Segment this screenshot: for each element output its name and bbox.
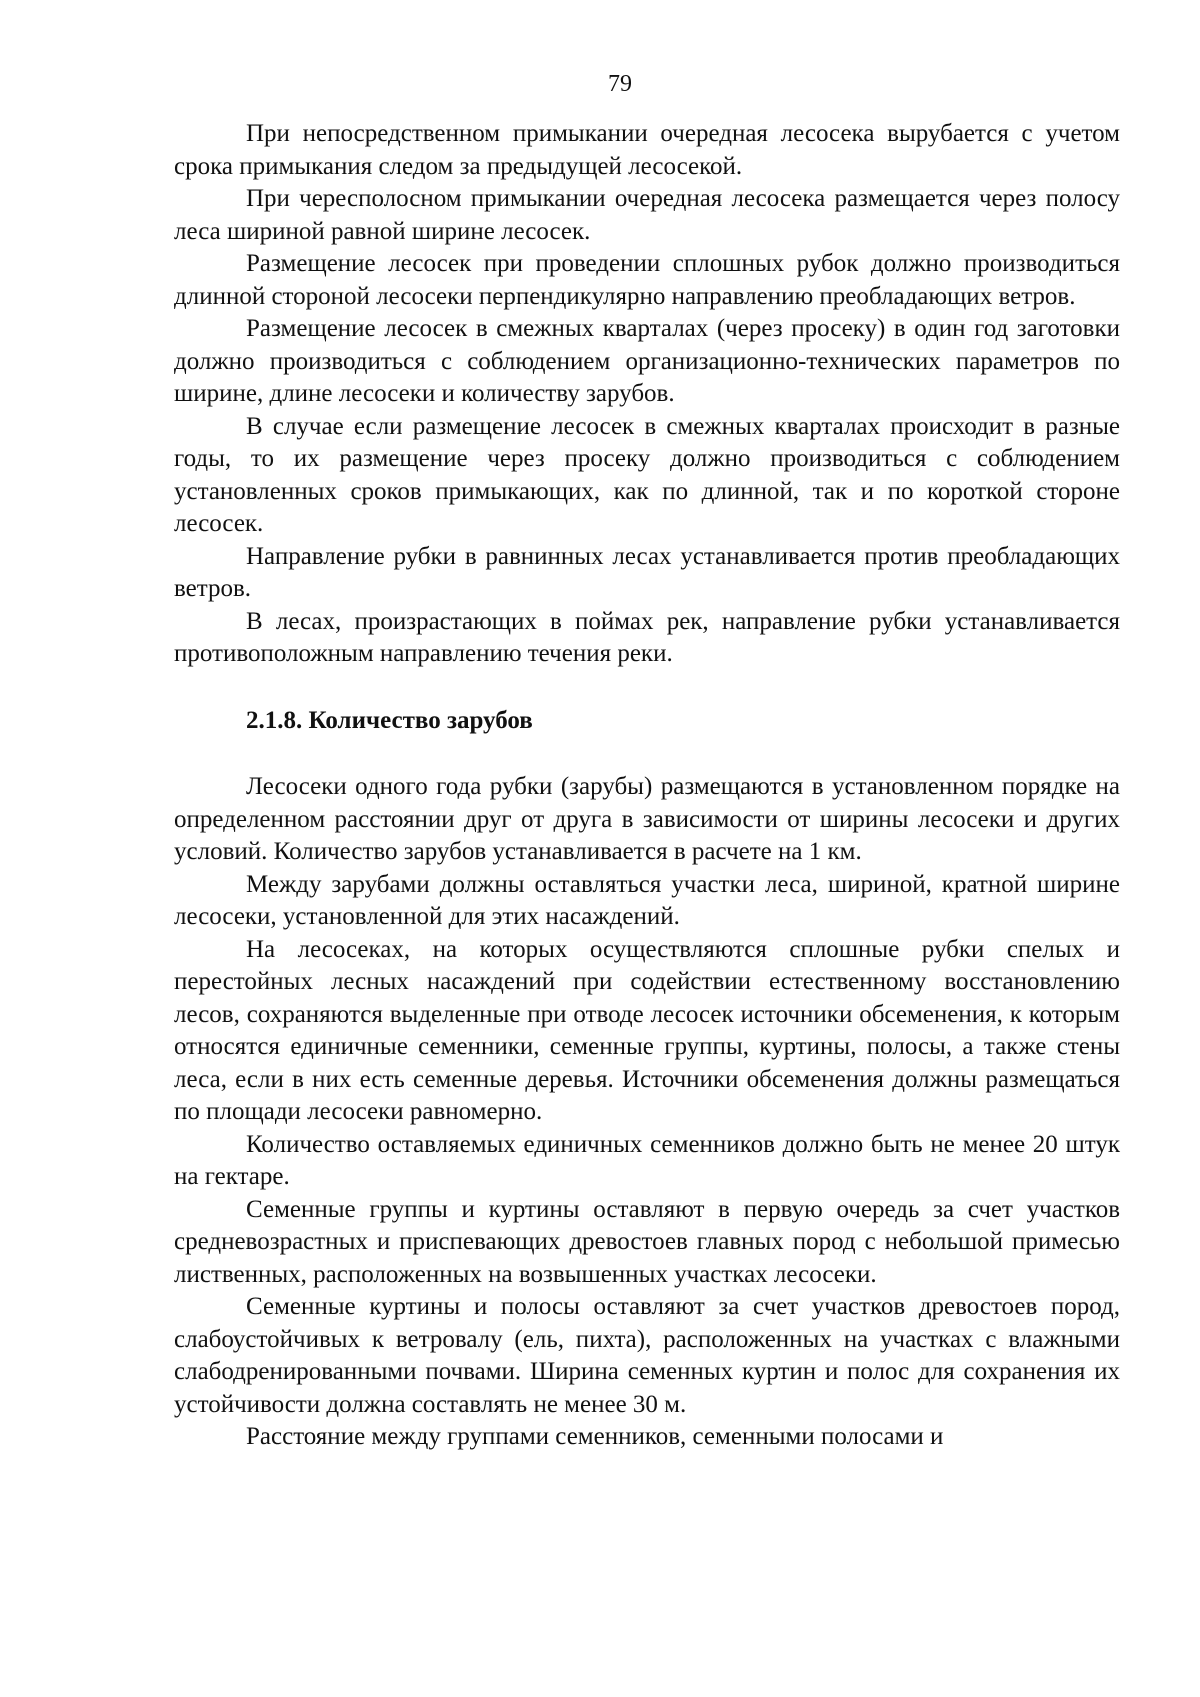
text-column: [174, 118, 1120, 1454]
paragraph-adjacent-cutting: При непосредственном примыкании очередная лесосека вырубается с учетом срока примыкания следом за предыдущей лесосекой.: [174, 120, 1120, 180]
paragraph-different-years: В случае если размещение лесосек в смежных кварталах происходит в разные годы, то их размещение через просеку должно производиться с соблюдением установленных сроков примыкающих, как по длинной, так и по короткой стороне лесосек.: [174, 412, 1120, 537]
paragraph-seed-tree-count: Количество оставляемых единичных семенников должно быть не менее 20 штук на гектаре.: [174, 1130, 1120, 1190]
paragraph-floodplain-forests: В лесах, произрастающих в поймах рек, направление рубки устанавливается противоположным направлению течения реки.: [174, 607, 1120, 667]
paragraph-strip-cutting: При чересполосном примыкании очередная лесосека размещается через полосу леса шириной равной ширине лесосек.: [174, 185, 1120, 245]
paragraph-plain-forests: Направление рубки в равнинных лесах устанавливается против преобладающих ветров.: [174, 542, 1120, 602]
page-number: 79: [608, 71, 632, 97]
paragraph-distance-between-groups: Расстояние между группами семенников, семенными полосами и: [246, 1423, 944, 1450]
paragraph-cutting-areas-distance: Лесосеки одного года рубки (зарубы) размещаются в установленном порядке на определенном расстоянии друг от друга в зависимости от ширины лесосеки и других условий. Количество зарубов устанавливается в расчете на 1 км.: [174, 773, 1120, 865]
paragraph-adjacent-quarters: Размещение лесосек в смежных кварталах (через просеку) в один год заготовки должно производиться с соблюдением организационно-технических параметров по ширине, длине лесосеки и количеству зарубов.: [174, 315, 1120, 407]
paragraph-forest-strips: Между зарубами должны оставляться участки леса, шириной, кратной ширине лесосеки, установленной для этих насаждений.: [174, 870, 1120, 930]
paragraph-seed-sources: На лесосеках, на которых осуществляются сплошные рубки спелых и перестойных лесных насаждений при содействии естественному восстановлению лесов, сохраняются выделенные при отводе лесосек источники обсеменения, к которым относятся единичные семенники, семенные группы, куртины, полосы, а также стены леса, если в них есть семенные деревья. Источники обсеменения должны размещаться по площади лесосеки равномерно.: [174, 935, 1120, 1125]
paragraph-placement-winds: Размещение лесосек при проведении сплошных рубок должно производиться длинной стороной лесосеки перпендикулярно направлению преобладающих ветров.: [174, 250, 1120, 310]
paragraph-seed-strips: Семенные куртины и полосы оставляют за счет участков древостоев пород, слабоустойчивых к ветровалу (ель, пихта), расположенных на участках с влажными слабодренированными почвами. Ширина семенных куртин и полос для сохранения их устойчивости должна составлять не менее 30 м.: [174, 1293, 1120, 1418]
section-heading: 2.1.8. Количество зарубов: [246, 706, 533, 734]
paragraph-seed-groups: Семенные группы и куртины оставляют в первую очередь за счет участков средневозрастных и приспевающих древостоев главных пород с небольшой примесью лиственных, расположенных на возвышенных участках лесосеки.: [174, 1195, 1120, 1288]
